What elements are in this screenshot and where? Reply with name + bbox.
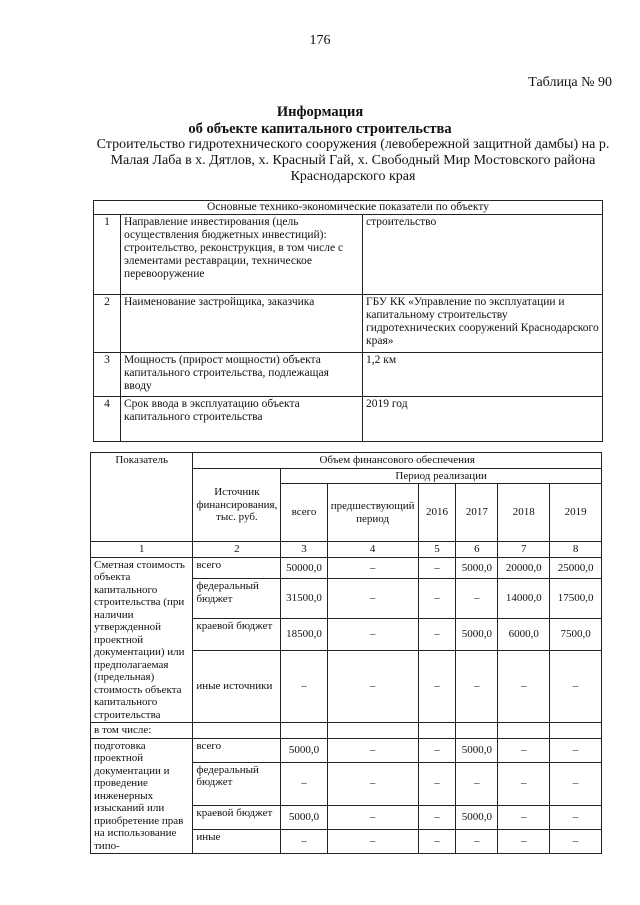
value-cell: – [327, 557, 418, 579]
col-number: 6 [456, 542, 498, 558]
value-cell: 20000,0 [498, 557, 550, 579]
col-number: 3 [281, 542, 327, 558]
col-year: 2016 [418, 484, 456, 542]
row-label: Мощность (прирост мощности) объекта капитального строительства, подлежащая вводу [121, 353, 363, 397]
col-total: всего [281, 484, 327, 542]
value-cell: 6000,0 [498, 619, 550, 651]
value-cell: – [498, 805, 550, 829]
value-cell: – [550, 829, 602, 853]
row-value: 2019 год [363, 397, 603, 442]
col-indicator: Показатель [91, 453, 193, 542]
value-cell: – [418, 738, 456, 762]
table-row [94, 353, 603, 397]
value-cell: – [281, 651, 327, 723]
title-line-1: Информация [276, 104, 364, 120]
row-label: Срок ввода в эксплуатацию объекта капитального строительства [121, 397, 363, 442]
table-row [91, 723, 602, 739]
col-year: 2018 [498, 484, 550, 542]
col-number: 4 [327, 542, 418, 558]
value-cell: – [327, 619, 418, 651]
indicators-table [93, 200, 603, 442]
col-year: 2019 [550, 484, 602, 542]
value-cell: – [327, 762, 418, 805]
value-cell: 25000,0 [550, 557, 602, 579]
table-row [94, 215, 603, 295]
value-cell: 5000,0 [281, 805, 327, 829]
source-cell: краевой бюджет [193, 619, 281, 651]
value-cell: – [418, 619, 456, 651]
col-number: 5 [418, 542, 456, 558]
row-number: 2 [94, 295, 121, 353]
value-cell: – [418, 829, 456, 853]
value-cell: – [327, 829, 418, 853]
value-cell: 5000,0 [456, 805, 498, 829]
finance-header: Объем финансового обеспечения [193, 453, 602, 469]
value-cell: – [550, 651, 602, 723]
source-cell: всего [193, 738, 281, 762]
row-value: ГБУ КК «Управление по эксплуатации и капитальному строительству гидротехнических сооружений Краснодарского края» [363, 295, 603, 353]
in-that-number-label: в том числе: [91, 723, 193, 739]
row-value: строительство [363, 215, 603, 295]
document-title [0, 104, 640, 138]
page-number: 176 [309, 33, 331, 48]
value-cell: 17500,0 [550, 579, 602, 619]
value-cell: – [456, 579, 498, 619]
col-number: 2 [193, 542, 281, 558]
value-cell: – [550, 805, 602, 829]
design-docs-label: подготовка проектной документации и проведение инженерных изысканий или приобретение прав на использование типо- [91, 738, 193, 854]
period-header: Период реализации [281, 468, 602, 484]
col-number: 1 [91, 542, 193, 558]
value-cell: – [456, 651, 498, 723]
row-label: Направление инвестирования (цель осуществления бюджетных инвестиций): строительство, реконструкция, в том числе с элементами реставрации, техническое перевооружение [121, 215, 363, 295]
value-cell: – [327, 738, 418, 762]
row-number: 4 [94, 397, 121, 442]
value-cell: 7500,0 [550, 619, 602, 651]
value-cell: – [327, 805, 418, 829]
source-cell: иные источники [193, 651, 281, 723]
indicators-header: Основные технико-экономические показатели по объекту [94, 201, 603, 215]
source-cell: иные [193, 829, 281, 853]
row-value: 1,2 км [363, 353, 603, 397]
table-row [94, 397, 603, 442]
value-cell: – [418, 651, 456, 723]
value-cell: – [498, 829, 550, 853]
value-cell: 5000,0 [281, 738, 327, 762]
value-cell: – [418, 805, 456, 829]
source-cell: краевой бюджет [193, 805, 281, 829]
value-cell: – [498, 762, 550, 805]
value-cell: – [550, 738, 602, 762]
value-cell: 5000,0 [456, 738, 498, 762]
value-cell: – [281, 829, 327, 853]
source-cell: всего [193, 557, 281, 579]
estimated-cost-label: Сметная стоимость объекта капитального строительства (при наличии утвержденной проектной документации) или предполагаемая (предельная) стоимость объекта капитального строительства [91, 557, 193, 723]
value-cell: 18500,0 [281, 619, 327, 651]
col-year: 2017 [456, 484, 498, 542]
table-row [91, 557, 602, 579]
finance-table [90, 452, 602, 854]
value-cell: – [498, 651, 550, 723]
col-number: 8 [550, 542, 602, 558]
table-number: Таблица № 90 [528, 75, 612, 90]
title-line-2: об объекте капитального строительства [188, 121, 452, 137]
table-row [94, 295, 603, 353]
value-cell: – [456, 829, 498, 853]
value-cell: – [456, 762, 498, 805]
value-cell: 31500,0 [281, 579, 327, 619]
value-cell: – [281, 762, 327, 805]
row-number: 1 [94, 215, 121, 295]
value-cell: 50000,0 [281, 557, 327, 579]
value-cell: 14000,0 [498, 579, 550, 619]
row-number: 3 [94, 353, 121, 397]
col-number: 7 [498, 542, 550, 558]
source-cell: федеральный бюджет [193, 762, 281, 805]
object-name: Строительство гидротехнического сооружения (левобережной защитной дамбы) на р. Малая Лаба в х. Дятлов, х. Красный Гай, х. Свободный Мир Мостовского района Краснодарского края [96, 137, 610, 184]
value-cell: – [498, 738, 550, 762]
value-cell: 5000,0 [456, 557, 498, 579]
col-source: Источник финансирования, тыс. руб. [193, 468, 281, 542]
value-cell: – [418, 579, 456, 619]
column-numbers-row [91, 542, 602, 558]
table-row [91, 738, 602, 762]
value-cell: – [327, 579, 418, 619]
value-cell: – [550, 762, 602, 805]
value-cell: – [418, 762, 456, 805]
col-prev: предшествующий период [327, 484, 418, 542]
value-cell: – [327, 651, 418, 723]
value-cell: 5000,0 [456, 619, 498, 651]
row-label: Наименование застройщика, заказчика [121, 295, 363, 353]
source-cell: федеральный бюджет [193, 579, 281, 619]
value-cell: – [418, 557, 456, 579]
